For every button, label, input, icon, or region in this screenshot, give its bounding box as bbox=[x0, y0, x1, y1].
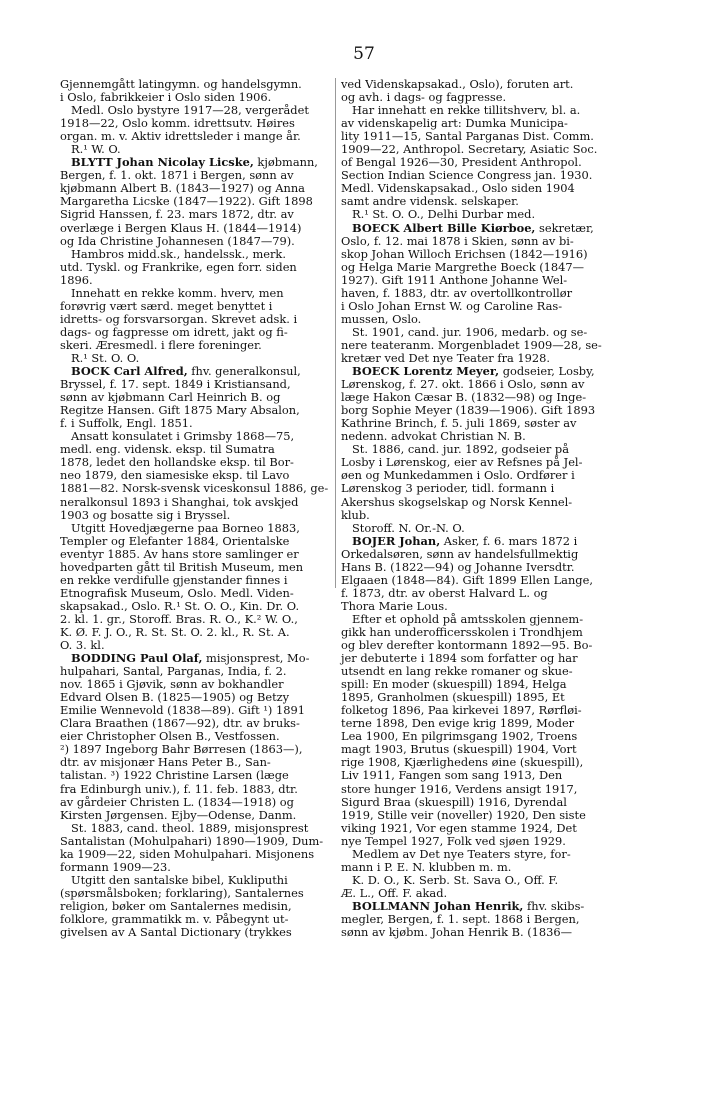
line-text: Orkedalsøren, sønn av handelsfullmektig bbox=[341, 546, 579, 561]
line-text: Lørenskog, f. 27. okt. 1866 i Oslo, sønn av bbox=[341, 377, 585, 392]
line-text: Emilie Wennevold (1838—89). Gift ¹) 1891 bbox=[60, 703, 305, 718]
entry-name: BOCK Carl Alfred, bbox=[71, 364, 188, 379]
line-text: og blev derefter kontormann 1892—95. Bo- bbox=[341, 638, 593, 653]
line-text: haven, f. 1883, dtr. av overtollkontrollør bbox=[341, 285, 573, 300]
line-text: 1918—22, Oslo komm. idrettsutv. Høires bbox=[60, 116, 295, 131]
line-text: lity 1911—15, Santal Parganas Dist. Comm. bbox=[341, 129, 594, 144]
line-text: sønn av kjøbmann Carl Heinrich B. og bbox=[60, 390, 281, 405]
line-text: skapsakad., Oslo. R.¹ St. O. O., Kin. Dr. O. bbox=[60, 598, 300, 613]
line-text: R.¹ St. O. O. bbox=[71, 350, 140, 365]
line-text: jer debuterte i 1894 som forfatter og har bbox=[341, 651, 578, 666]
line-text: hulpahari, Santal, Parganas, India, f. 2. bbox=[60, 664, 287, 679]
line-text: kjøbmann Albert B. (1843—1927) og Anna bbox=[60, 181, 305, 196]
text-line bbox=[60, 261, 332, 274]
line-text: godseier, Losby, bbox=[499, 364, 595, 379]
line-text: 1895, Granholmen (skuespill) 1895, Et bbox=[341, 690, 565, 705]
line-text: av gårdeier Christen L. (1834—1918) og bbox=[60, 794, 294, 809]
line-text: 1896. bbox=[60, 272, 93, 287]
line-text: av videnskapelig art: Dumka Municipa- bbox=[341, 116, 568, 131]
line-text: Sigurd Braa (skuespill) 1916, Dyrendal bbox=[341, 794, 567, 809]
line-text: neo 1879, den siamesiske eksp. til Lavo bbox=[60, 468, 290, 483]
line-text: Edvard Olsen B. (1825—1905) og Betzy bbox=[60, 690, 290, 705]
line-text: Ansatt konsulatet i Grimsby 1868—75, bbox=[71, 429, 295, 444]
line-text: R.¹ W. O. bbox=[71, 142, 121, 157]
line-text: Gjennemgått latingymn. og handelsgymn. bbox=[60, 77, 302, 91]
text-line bbox=[341, 496, 635, 509]
line-text: 1909—22, Anthropol. Secretary, Asiatic Soc. bbox=[341, 142, 598, 157]
line-text: nedenn. advokat Christian N. B. bbox=[341, 429, 526, 444]
line-text: og Ida Christine Johannesen (1847—79). bbox=[60, 233, 295, 248]
line-text: Medl. Oslo bystyre 1917—28, vergerådet bbox=[71, 103, 309, 118]
line-text: folklore, grammatikk m. v. Påbegynt ut- bbox=[60, 912, 289, 926]
line-text: Losby i Lørenskog, eier av Refsnes på Jel- bbox=[341, 455, 583, 470]
line-text: Utgitt den santalske bibel, Kukliputhi bbox=[71, 872, 288, 887]
line-text: mann i P. E. N. klubben m. m. bbox=[341, 859, 512, 874]
left-column bbox=[60, 78, 332, 939]
line-text: Santalistan (Mohulpahari) 1890—1909, Dum- bbox=[60, 833, 324, 848]
line-text: skeri. Æresmedl. i flere foreninger. bbox=[60, 337, 262, 352]
entry-name: BOECK Lorentz Meyer, bbox=[352, 364, 500, 379]
line-text: K. D. O., K. Serb. St. Sava O., Off. F. bbox=[352, 872, 559, 887]
line-text: Margaretha Licske (1847—1922). Gift 1898 bbox=[60, 194, 313, 209]
line-text: Bergen, f. 1. okt. 1871 i Bergen, sønn av bbox=[60, 168, 294, 183]
line-text: of Bengal 1926—30, President Anthropol. bbox=[341, 155, 582, 170]
line-text: f. 1873, dtr. av oberst Halvard L. og bbox=[341, 585, 548, 600]
line-text: givelsen av A Santal Dictionary (trykkes bbox=[60, 925, 292, 940]
line-text: misjonsprest, Mo- bbox=[202, 651, 310, 666]
line-text: formann 1909—23. bbox=[60, 859, 171, 874]
line-text: Elgaaen (1848—84). Gift 1899 Ellen Lange, bbox=[341, 572, 593, 587]
line-text: Thora Marie Lous. bbox=[341, 598, 448, 613]
line-text: spill: En moder (skuespill) 1894, Helga bbox=[341, 677, 567, 692]
line-text: Har innehatt en rekke tillitshverv, bl. a. bbox=[352, 103, 581, 118]
line-text: ved Videnskapsakad., Oslo), foruten art. bbox=[341, 77, 574, 91]
line-text: nov. 1865 i Gjøvik, sønn av bokhandler bbox=[60, 677, 284, 692]
line-text: mussen, Oslo. bbox=[341, 311, 422, 326]
line-text: Sigrid Hanssen, f. 23. mars 1872, dtr. av bbox=[60, 207, 294, 222]
line-text: 1919, Stille veir (noveller) 1920, Den siste bbox=[341, 807, 586, 822]
line-text: borg Sophie Meyer (1839—1906). Gift 1893 bbox=[341, 403, 596, 418]
line-text: religion, bøker om Santalernes medisin, bbox=[60, 898, 292, 913]
line-text: dtr. av misjonær Hans Peter B., San- bbox=[60, 755, 271, 770]
line-text: Utgitt Hovedjægerne paa Borneo 1883, bbox=[71, 520, 300, 535]
line-text: megler, Bergen, f. 1. sept. 1868 i Bergen, bbox=[341, 912, 580, 926]
entry-name: BOECK Albert Bille Kiørboe, bbox=[352, 220, 536, 235]
line-text: idretts- og forsvarsorgan. Skrevet adsk. i bbox=[60, 311, 298, 326]
line-text: nye Tempel 1927, Folk ved sjøen 1929. bbox=[341, 833, 566, 848]
line-text: Templer og Elefanter 1884, Orientalske bbox=[60, 533, 290, 548]
line-text: en rekke verdifulle gjenstander finnes i bbox=[60, 572, 288, 587]
line-text: dags- og fagpresse om idrett, jakt og fi- bbox=[60, 324, 288, 339]
line-text: i Oslo Johan Ernst W. og Caroline Ras- bbox=[341, 298, 563, 313]
entry-name: BOJER Johan, bbox=[352, 533, 441, 548]
line-text: Asker, f. 6. mars 1872 i bbox=[440, 533, 578, 548]
line-text: sønn av kjøbm. Johan Henrik B. (1836— bbox=[341, 925, 573, 940]
line-text: folketog 1896, Paa kirkevei 1897, Rørfløi- bbox=[341, 703, 582, 718]
line-text: Lea 1900, En pilgrimsgang 1902, Troens bbox=[341, 729, 578, 744]
line-text: og avh. i dags- og fagpresse. bbox=[341, 90, 507, 105]
line-text: i Oslo, fabrikkeier i Oslo siden 1906. bbox=[60, 90, 272, 105]
line-text: gikk han underofficersskolen i Trondhjem bbox=[341, 624, 583, 639]
right-column bbox=[341, 78, 635, 939]
line-text: Innehatt en rekke komm. hverv, men bbox=[71, 285, 284, 300]
line-text: Regitze Hansen. Gift 1875 Mary Absalon, bbox=[60, 403, 300, 418]
line-text: f. i Suffolk, Engl. 1851. bbox=[60, 416, 193, 431]
line-text: fra Edinburgh univ.), f. 11. feb. 1883, dtr. bbox=[60, 781, 298, 796]
line-text: utsendt en lang rekke romaner og skue- bbox=[341, 664, 573, 679]
line-text: magt 1903, Brutus (skuespill) 1904, Vort bbox=[341, 742, 577, 757]
line-text: og Helga Marie Margrethe Boeck (1847— bbox=[341, 259, 585, 274]
line-text: Etnografisk Museum, Oslo. Medl. Viden- bbox=[60, 585, 294, 600]
entry-name: BOLLMANN Johan Henrik, bbox=[352, 898, 524, 913]
line-text: St. 1886, cand. jur. 1892, godseier på bbox=[352, 442, 569, 457]
line-text: Lørenskog 3 perioder, tidl. formann i bbox=[341, 481, 555, 496]
line-text: neralkonsul 1893 i Shanghai, tok avskjed bbox=[60, 494, 299, 509]
line-text: O. 3. kl. bbox=[60, 638, 105, 653]
line-text: Oslo, f. 12. mai 1878 i Skien, sønn av bi- bbox=[341, 233, 574, 248]
line-text: medl. eng. vidensk. eksp. til Sumatra bbox=[60, 442, 275, 457]
text-line bbox=[341, 926, 635, 939]
page-number: 57 bbox=[353, 44, 375, 64]
line-text: skop Johan Willoch Erichsen (1842—1916) bbox=[341, 246, 588, 261]
text-line bbox=[60, 926, 332, 939]
line-text: organ. m. v. Aktiv idrettsleder i mange år. bbox=[60, 129, 301, 144]
line-text: Storoff. N. Or.-N. O. bbox=[352, 520, 465, 535]
line-text: ²) 1897 Ingeborg Bahr Børresen (1863—), bbox=[60, 742, 303, 757]
line-text: utd. Tyskl. og Frankrike, egen forr. siden bbox=[60, 259, 297, 274]
line-text: læge Hakon Cæsar B. (1832—98) og Inge- bbox=[341, 390, 587, 405]
line-text: Liv 1911, Fangen som sang 1913, Den bbox=[341, 768, 563, 783]
line-text: Clara Braathen (1867—92), dtr. av bruks- bbox=[60, 716, 300, 731]
line-text: hovedparten gått til British Museum, men bbox=[60, 559, 304, 574]
line-text: terne 1898, Den evige krig 1899, Moder bbox=[341, 716, 575, 731]
line-text: Bryssel, f. 17. sept. 1849 i Kristiansand, bbox=[60, 377, 291, 392]
column-divider bbox=[335, 78, 336, 588]
entry-name: BLYTT Johan Nicolay Licske, bbox=[71, 155, 254, 170]
line-text: kretær ved Det nye Teater fra 1928. bbox=[341, 350, 551, 365]
line-text: Hans B. (1822—94) og Johanne Iversdtr. bbox=[341, 559, 575, 574]
line-text: R.¹ St. O. O., Delhi Durbar med. bbox=[352, 207, 536, 222]
line-text: St. 1901, cand. jur. 1906, medarb. og se- bbox=[352, 324, 588, 339]
line-text: klub. bbox=[341, 507, 370, 522]
line-text: (spørsmålsboken; forklaring), Santalernes bbox=[60, 885, 304, 900]
line-text: Hambros midd.sk., handelssk., merk. bbox=[71, 246, 286, 261]
line-text: viking 1921, Vor egen stamme 1924, Det bbox=[341, 820, 577, 835]
line-text: nere teateranm. Morgenbladet 1909—28, se- bbox=[341, 337, 602, 352]
line-text: kjøbmann, bbox=[253, 155, 318, 170]
line-text: Medlem av Det nye Teaters styre, for- bbox=[352, 846, 571, 861]
line-text: eier Christopher Olsen B., Vestfossen. bbox=[60, 729, 280, 744]
line-text: Efter et ophold på amtsskolen gjennem- bbox=[352, 611, 584, 626]
line-text: 1878, ledet den hollandske eksp. til Bor- bbox=[60, 455, 294, 470]
line-text: overlæge i Bergen Klaus H. (1844—1914) bbox=[60, 220, 302, 235]
line-text: store hunger 1916, Verdens ansigt 1917, bbox=[341, 781, 578, 796]
line-text: ka 1909—22, siden Mohulpahari. Misjonens bbox=[60, 846, 315, 861]
line-text: sekretær, bbox=[535, 220, 594, 235]
line-text: Akershus skogselskap og Norsk Kennel- bbox=[341, 494, 573, 509]
line-text: 2. kl. 1. gr., Storoff. Bras. R. O., K.² W. O., bbox=[60, 611, 298, 626]
line-text: 1881—82. Norsk-svensk viceskonsul 1886, ge- bbox=[60, 481, 329, 496]
line-text: Kathrine Brinch, f. 5. juli 1869, søster av bbox=[341, 416, 577, 431]
line-text: St. 1883, cand. theol. 1889, misjonsprest bbox=[71, 820, 309, 835]
line-text: forøvrig vært særd. meget benyttet i bbox=[60, 298, 273, 313]
line-text: rige 1908, Kjærlighedens øine (skuespill), bbox=[341, 755, 584, 770]
line-text: samt andre vidensk. selskaper. bbox=[341, 194, 519, 209]
entry-name: BODDING Paul Olaf, bbox=[71, 651, 203, 666]
line-text: fhv. skibs- bbox=[523, 898, 585, 913]
line-text: Æ. L., Off. F. akad. bbox=[341, 885, 448, 900]
line-text: øen og Munkedammen i Oslo. Ordfører i bbox=[341, 468, 575, 483]
line-text: eventyr 1885. Av hans store samlinger er bbox=[60, 546, 299, 561]
line-text: 1903 og bosatte sig i Bryssel. bbox=[60, 507, 231, 522]
line-text: K. Ø. F. J. O., R. St. St. O. 2. kl., R. St. A. bbox=[60, 624, 290, 639]
line-text: Kirsten Jørgensen. Ejby—Odense, Danm. bbox=[60, 807, 297, 822]
line-text: 1927). Gift 1911 Anthone Johanne Wel- bbox=[341, 272, 568, 287]
line-text: talistan. ³) 1922 Christine Larsen (læge bbox=[60, 768, 289, 783]
line-text: fhv. generalkonsul, bbox=[187, 364, 301, 379]
line-text: Medl. Videnskapsakad., Oslo siden 1904 bbox=[341, 181, 575, 196]
line-text: Section Indian Science Congress jan. 1930. bbox=[341, 168, 593, 183]
